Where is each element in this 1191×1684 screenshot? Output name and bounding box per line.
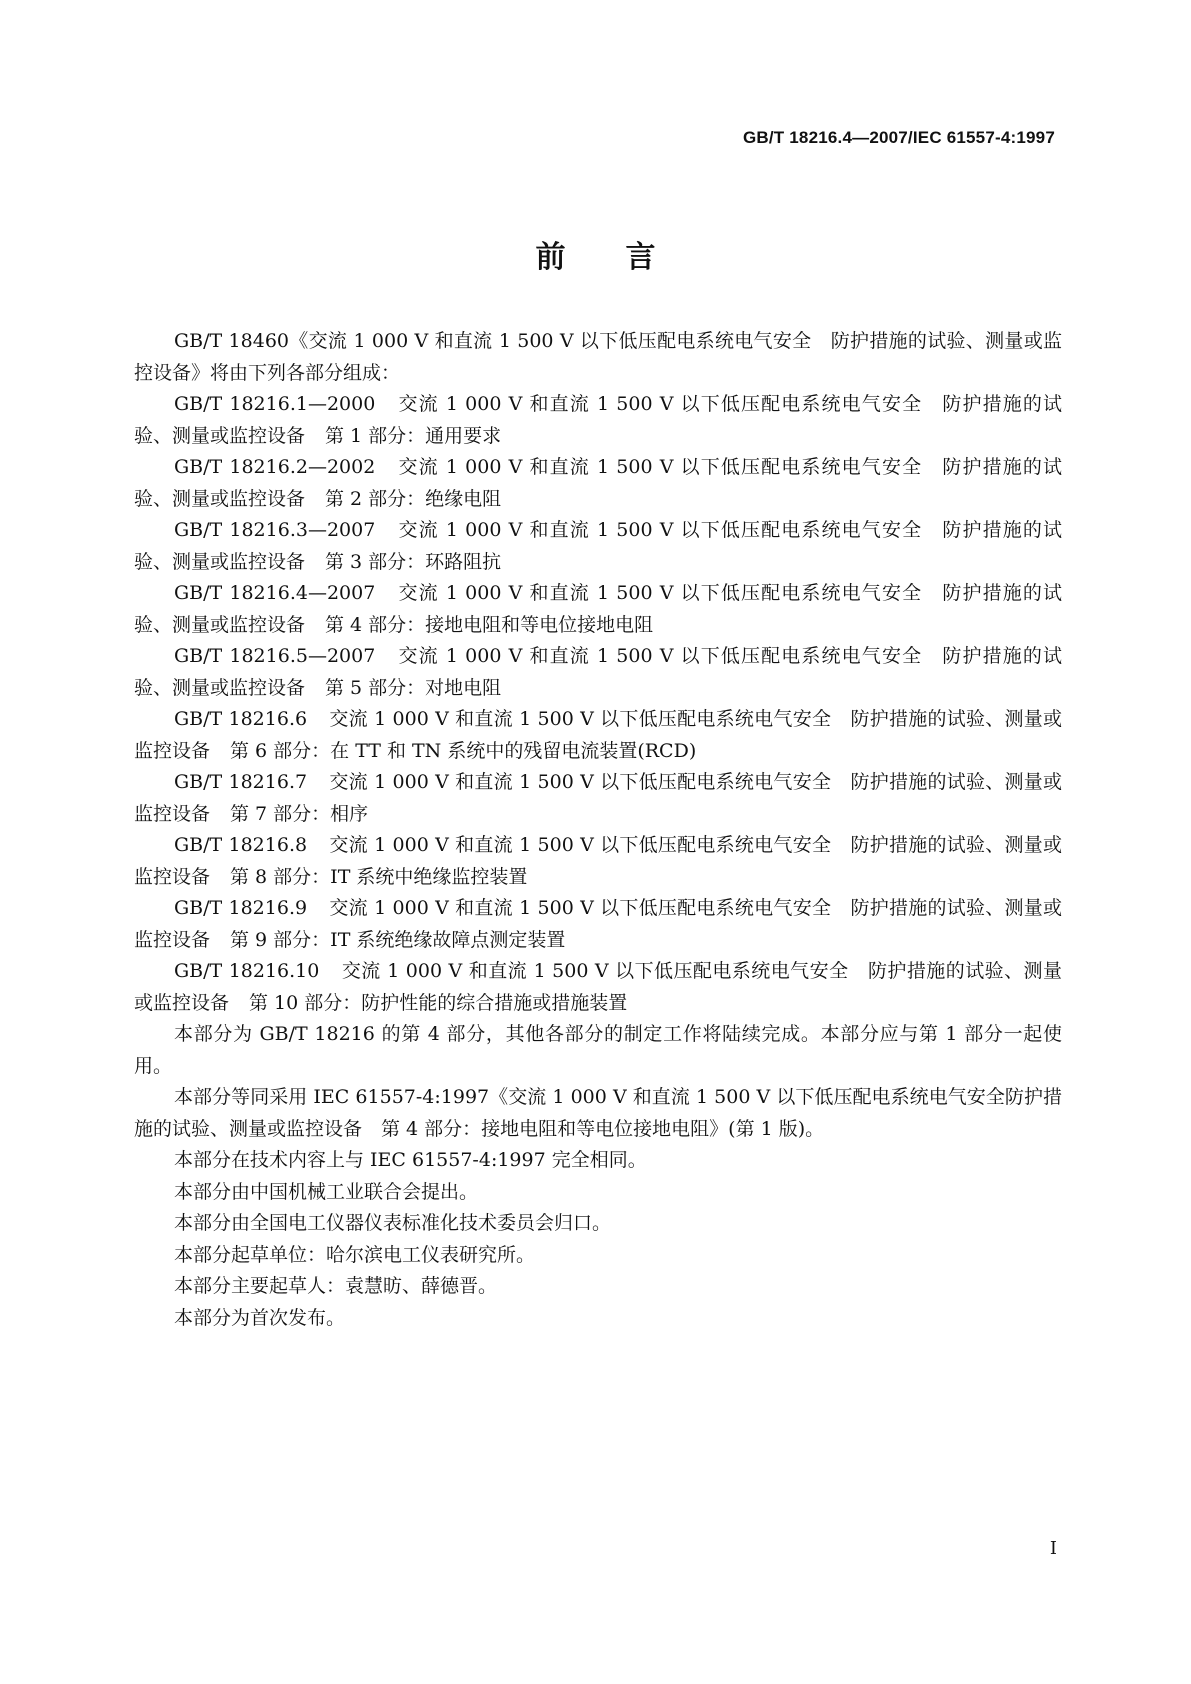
body-paragraph: 本部分起草单位：哈尔滨电工仪表研究所。 (174, 1243, 536, 1266)
standard-code: GB/T 18216.10 (174, 960, 320, 982)
standard-code: GB/T 18216.1—2000 (174, 393, 376, 415)
standard-code: GB/T 18216.3—2007 (174, 519, 376, 541)
standard-list-item (134, 389, 1062, 452)
standard-title: 交流 1 000 V 和直流 1 500 V 以下低压配电系统电气安全 防护措施的试验、测量或监控设备 (134, 519, 1062, 573)
standard-list-item (134, 515, 1062, 578)
standard-code: GB/T 18216.6 (174, 708, 308, 730)
standard-code: GB/T 18216.4—2007 (174, 582, 376, 604)
standard-code: GB/T 18216.7 (174, 771, 308, 793)
standard-title: 交流 1 000 V 和直流 1 500 V 以下低压配电系统电气安全 防护措施的试验、测量或监控设备 (134, 393, 1062, 447)
standard-part: 第 5 部分：对地电阻 (325, 676, 502, 699)
standard-code: GB/T 18216.5—2007 (174, 645, 376, 667)
standard-list-item (134, 578, 1062, 641)
standard-title: 交流 1 000 V 和直流 1 500 V 以下低压配电系统电气安全 防护措施的试验、测量或监控设备 (134, 708, 1063, 762)
standard-part: 第 2 部分：绝缘电阻 (325, 487, 502, 510)
standard-part: 第 1 部分：通用要求 (325, 424, 502, 447)
body-paragraph: 本部分由全国电工仪器仪表标准化技术委员会归口。 (174, 1212, 612, 1234)
standard-part: 第 8 部分：IT 系统中绝缘监控装置 (230, 865, 528, 888)
document-body (134, 326, 1062, 1334)
standard-list-item (134, 767, 1062, 830)
body-paragraph: 本部分等同采用 IEC 61557-4:1997《交流 1 000 V 和直流 1 500 V 以下低压配电系统电气安全防护措施的试验、测量或监控设备 第 4 部分：接地电阻和等电位接地电阻》(第 1 版)。 (134, 1086, 1062, 1140)
page-title: 前言 (535, 240, 716, 275)
standard-part: 第 9 部分：IT 系统绝缘故障点测定装置 (230, 928, 566, 951)
standard-part: 第 4 部分：接地电阻和等电位接地电阻 (325, 613, 654, 636)
body-paragraph: 本部分在技术内容上与 IEC 61557-4:1997 完全相同。 (174, 1149, 647, 1171)
standard-code: GB/T 18216.8 (174, 834, 308, 856)
standard-title: 交流 1 000 V 和直流 1 500 V 以下低压配电系统电气安全 防护措施的试验、测量或监控设备 (134, 456, 1062, 510)
standard-part: 第 6 部分：在 TT 和 TN 系统中的残留电流装置(RCD) (230, 739, 697, 762)
standard-list-item (134, 452, 1062, 515)
body-paragraph: 本部分主要起草人：袁慧昉、薛德晋。 (174, 1275, 498, 1297)
body-paragraph: 本部分由中国机械工业联合会提出。 (174, 1180, 479, 1203)
standard-part: 第 7 部分：相序 (230, 802, 369, 825)
standard-part: 第 10 部分：防护性能的综合措施或措施装置 (249, 991, 628, 1014)
standard-code: GB/T 18216.2—2002 (174, 456, 376, 478)
standard-title: 交流 1 000 V 和直流 1 500 V 以下低压配电系统电气安全 防护措施的试验、测量或监控设备 (134, 834, 1063, 888)
body-paragraph: 本部分为首次发布。 (174, 1306, 346, 1329)
standard-title: 交流 1 000 V 和直流 1 500 V 以下低压配电系统电气安全 防护措施的试验、测量或监控设备 (134, 771, 1063, 825)
standard-code: GB/T 18216.9 (174, 897, 308, 919)
standard-list-item (134, 893, 1062, 956)
standard-list-item (134, 704, 1062, 767)
standard-part: 第 3 部分：环路阻抗 (325, 550, 502, 573)
intro-paragraph: GB/T 18460《交流 1 000 V 和直流 1 500 V 以下低压配电系统电气安全 防护措施的试验、测量或监控设备》将由下列各部分组成： (134, 330, 1062, 384)
body-paragraph: 本部分为 GB/T 18216 的第 4 部分，其他各部分的制定工作将陆续完成。本部分应与第 1 部分一起使用。 (134, 1023, 1062, 1077)
standard-title: 交流 1 000 V 和直流 1 500 V 以下低压配电系统电气安全 防护措施的试验、测量或监控设备 (134, 960, 1063, 1014)
standard-list-item (134, 830, 1062, 893)
page-number: I (1049, 1538, 1057, 1559)
standard-code-header: GB/T 18216.4—2007/IEC 61557-4:1997 (742, 128, 1055, 147)
standard-title: 交流 1 000 V 和直流 1 500 V 以下低压配电系统电气安全 防护措施的试验、测量或监控设备 (134, 645, 1062, 699)
standard-title: 交流 1 000 V 和直流 1 500 V 以下低压配电系统电气安全 防护措施的试验、测量或监控设备 (134, 582, 1062, 636)
standard-title: 交流 1 000 V 和直流 1 500 V 以下低压配电系统电气安全 防护措施的试验、测量或监控设备 (134, 897, 1063, 951)
standard-list-item (134, 641, 1062, 704)
standard-list-item (134, 956, 1062, 1019)
